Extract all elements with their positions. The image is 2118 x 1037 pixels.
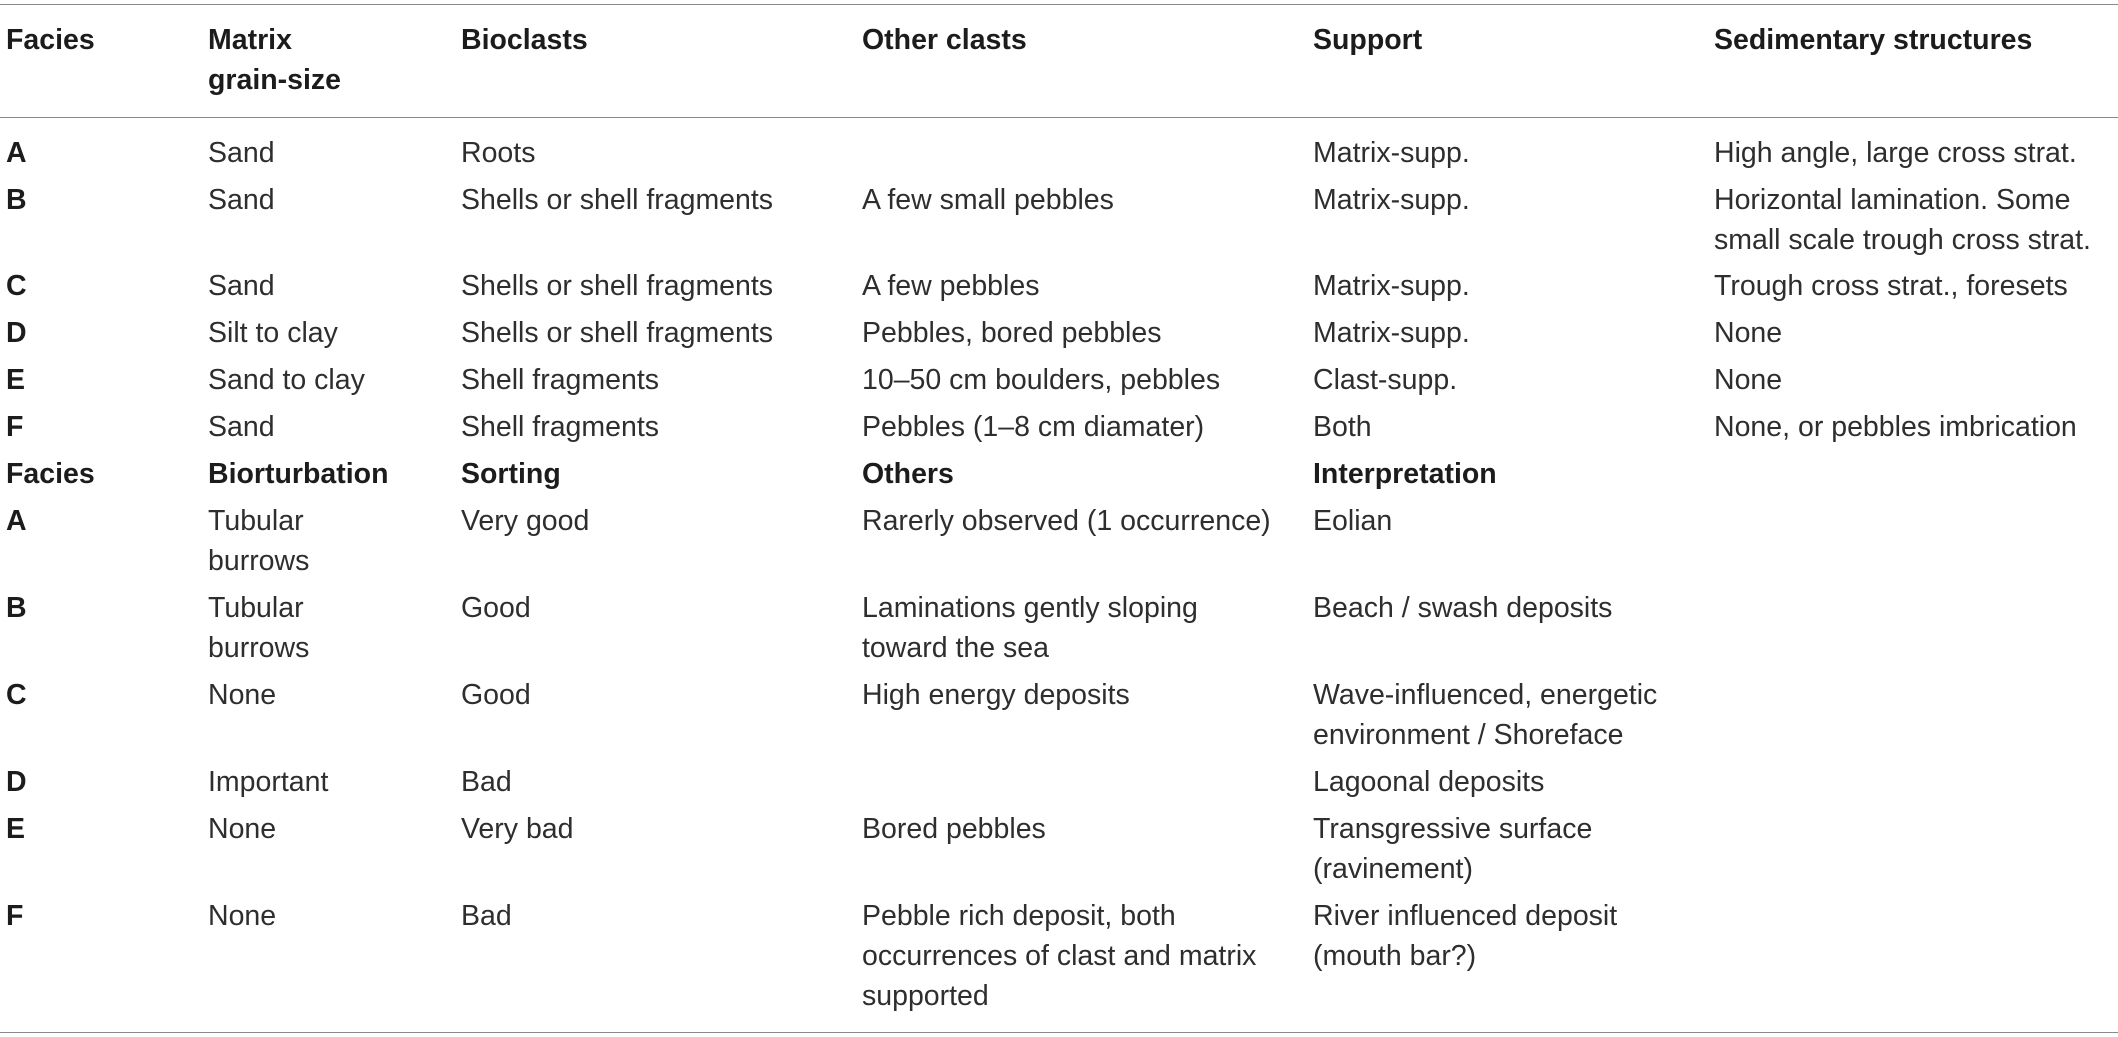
cell-biorturbation: Important bbox=[208, 766, 329, 798]
cell-facies: A bbox=[6, 137, 27, 169]
cell-sedimentary-structures: Trough cross strat., foresets bbox=[1714, 270, 2068, 302]
cell-facies: B bbox=[6, 592, 27, 624]
subheader-facies: Facies bbox=[6, 458, 95, 490]
cell-facies: D bbox=[6, 317, 27, 349]
cell-sorting: Bad bbox=[461, 766, 512, 798]
cell-bioclasts: Shells or shell fragments bbox=[461, 184, 774, 216]
cell-interpretation: Lagoonal deposits bbox=[1313, 766, 1545, 798]
cell-interpretation: Transgressive surface (ravinement) bbox=[1313, 813, 1593, 885]
cell-facies: D bbox=[6, 766, 27, 798]
cell-biorturbation: Tubular burrows bbox=[208, 592, 310, 664]
cell-biorturbation: None bbox=[208, 679, 277, 711]
cell-facies: E bbox=[6, 364, 26, 396]
cell-sedimentary-structures: None bbox=[1714, 317, 1783, 349]
cell-facies: E bbox=[6, 813, 26, 845]
cell-others: Rarerly observed (1 occurrence) bbox=[862, 505, 1271, 537]
cell-support: Clast-supp. bbox=[1313, 364, 1458, 396]
header-sedimentary-structures: Sedimentary structures bbox=[1714, 24, 2033, 56]
table-top-rule bbox=[0, 4, 2118, 5]
cell-facies: C bbox=[6, 679, 27, 711]
cell-interpretation: Beach / swash deposits bbox=[1313, 592, 1613, 624]
cell-matrix-grain-size: Sand bbox=[208, 411, 275, 443]
subheader-interpretation: Interpretation bbox=[1313, 458, 1497, 490]
cell-others: Bored pebbles bbox=[862, 813, 1046, 845]
cell-interpretation: River influenced deposit (mouth bar?) bbox=[1313, 900, 1618, 972]
cell-sorting: Good bbox=[461, 592, 531, 624]
cell-facies: F bbox=[6, 411, 24, 443]
cell-other-clasts: Pebbles, bored pebbles bbox=[862, 317, 1162, 349]
cell-others: Pebble rich deposit, both occurrences of clast and matrix supported bbox=[862, 900, 1257, 1012]
cell-sedimentary-structures: High angle, large cross strat. bbox=[1714, 137, 2077, 169]
header-support: Support bbox=[1313, 24, 1423, 56]
cell-support: Matrix-supp. bbox=[1313, 184, 1470, 216]
header-rule bbox=[0, 117, 2118, 118]
cell-biorturbation: None bbox=[208, 813, 277, 845]
header-bioclasts: Bioclasts bbox=[461, 24, 588, 56]
cell-others: Laminations gently sloping toward the sea bbox=[862, 592, 1198, 664]
cell-bioclasts: Shell fragments bbox=[461, 364, 660, 396]
cell-matrix-grain-size: Sand bbox=[208, 184, 275, 216]
subheader-sorting: Sorting bbox=[461, 458, 561, 490]
cell-support: Matrix-supp. bbox=[1313, 137, 1470, 169]
subheader-biorturbation: Biorturbation bbox=[208, 458, 389, 490]
cell-bioclasts: Shells or shell fragments bbox=[461, 270, 774, 302]
cell-bioclasts: Shells or shell fragments bbox=[461, 317, 774, 349]
cell-facies: B bbox=[6, 184, 27, 216]
cell-matrix-grain-size: Sand bbox=[208, 137, 275, 169]
cell-matrix-grain-size: Silt to clay bbox=[208, 317, 338, 349]
cell-biorturbation: Tubular burrows bbox=[208, 505, 310, 577]
cell-matrix-grain-size: Sand bbox=[208, 270, 275, 302]
cell-facies: C bbox=[6, 270, 27, 302]
cell-support: Both bbox=[1313, 411, 1372, 443]
cell-bioclasts: Roots bbox=[461, 137, 536, 169]
cell-interpretation: Wave-influenced, energetic environment / Shoreface bbox=[1313, 679, 1658, 751]
cell-biorturbation: None bbox=[208, 900, 277, 932]
cell-sedimentary-structures: None, or pebbles imbrication bbox=[1714, 411, 2077, 443]
header-other-clasts: Other clasts bbox=[862, 24, 1027, 56]
cell-sorting: Good bbox=[461, 679, 531, 711]
cell-sedimentary-structures: Horizontal lamination. Some small scale trough cross strat. bbox=[1714, 184, 2091, 256]
cell-support: Matrix-supp. bbox=[1313, 270, 1470, 302]
header-matrix-grain-size: Matrix grain-size bbox=[208, 24, 342, 96]
cell-other-clasts: A few small pebbles bbox=[862, 184, 1114, 216]
cell-bioclasts: Shell fragments bbox=[461, 411, 660, 443]
cell-facies: F bbox=[6, 900, 24, 932]
cell-other-clasts: 10–50 cm boulders, pebbles bbox=[862, 364, 1221, 396]
cell-interpretation: Eolian bbox=[1313, 505, 1393, 537]
header-facies: Facies bbox=[6, 24, 95, 56]
cell-facies: A bbox=[6, 505, 27, 537]
cell-sorting: Very good bbox=[461, 505, 590, 537]
subheader-others: Others bbox=[862, 458, 954, 490]
table-bottom-rule bbox=[0, 1032, 2118, 1033]
cell-support: Matrix-supp. bbox=[1313, 317, 1470, 349]
cell-other-clasts: Pebbles (1–8 cm diamater) bbox=[862, 411, 1205, 443]
cell-sorting: Very bad bbox=[461, 813, 574, 845]
cell-sedimentary-structures: None bbox=[1714, 364, 1783, 396]
cell-matrix-grain-size: Sand to clay bbox=[208, 364, 365, 396]
cell-sorting: Bad bbox=[461, 900, 512, 932]
cell-others: High energy deposits bbox=[862, 679, 1130, 711]
cell-other-clasts: A few pebbles bbox=[862, 270, 1040, 302]
